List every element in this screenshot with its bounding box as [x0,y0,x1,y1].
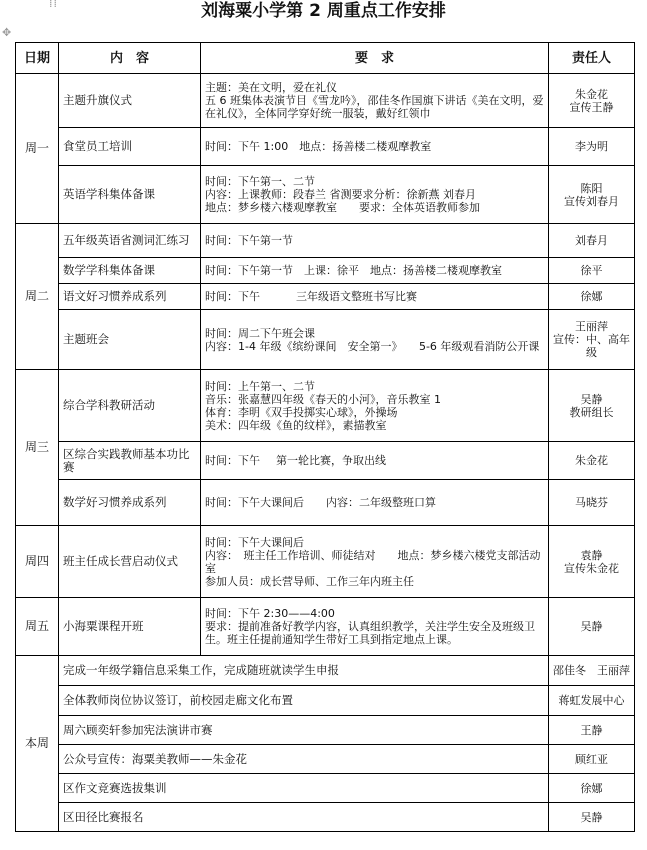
owner-cell [549,526,635,598]
table-header-row [16,43,635,74]
item-cell: 班主任成长营启动仪式 [59,526,201,598]
day-cell: 周三 [16,370,59,526]
item-cell: 区作文竞赛选拔集训 [59,774,549,803]
owner-line: 李为明 [575,140,608,153]
header-date: 日期 [16,43,59,74]
table-row [16,310,635,370]
owner-line: 徐娜 [580,781,603,795]
requirement-line: 三年级语文整班书写比赛 [296,290,417,303]
requirement-line: 音乐：张嘉慧四年级《春天的小河》，音乐教室 1 [205,392,441,406]
requirement-cell [201,166,549,224]
day-cell: 周一 [16,74,59,224]
requirement-line: 时间：周二下午班会课 [205,326,315,340]
owner-line: 朱金花 [575,454,608,467]
table-row [16,803,635,832]
requirement-cell [201,128,549,166]
owner-cell [549,656,635,686]
item-cell: 区田径比赛报名 [59,803,549,832]
table-row [16,598,635,656]
day-cell: 周二 [16,224,59,370]
item-cell: 英语学科集体备课 [59,166,201,224]
owner-cell [549,745,635,774]
requirement-line: 体育：李明《双手投掷实心球》，外操场 [205,405,398,419]
requirement-line: 内容：1-4 年级《缤纷课间 安全第一》 5-6 年级观看消防公开课 [205,339,540,353]
table-row [16,526,635,598]
owner-line: 徐娜 [580,290,603,303]
owner-line: 王丽萍 [575,320,608,333]
table-row [16,258,635,284]
table-row [16,686,635,716]
owner-line: 马晓芬 [575,496,608,509]
item-cell: 公众号宣传：海粟美教师——朱金花 [59,745,549,774]
table-move-icon[interactable]: ✥ [2,26,12,39]
requirement-line: 时间：上午第一、二节 [205,379,315,393]
table-row [16,224,635,258]
header-owner: 责任人 [549,43,635,74]
item-cell: 数学好习惯养成系列 [59,480,201,526]
owner-cell [549,774,635,803]
table-row [16,128,635,166]
owner-cell [549,284,635,310]
item-cell: 语文好习惯养成系列 [59,284,201,310]
item-cell: 五年级英语省测词汇练习 [59,224,201,258]
owner-line: 邵佳冬 王丽萍 [553,664,630,677]
requirement-line: 时间：下午 2:30——4:00 [205,607,335,620]
requirement-line: 内容： 班主任工作培训、师徒结对 地点：梦乡楼六楼党支部活动室 [205,548,541,575]
item-cell: 综合学科教研活动 [59,370,201,442]
table-row [16,166,635,224]
owner-line: 吴静 [580,392,603,406]
table-row [16,774,635,803]
requirement-cell [201,284,549,310]
owner-line: 吴静 [580,810,603,824]
table-row [16,656,635,686]
item-cell: 小海粟课程开班 [59,598,201,656]
owner-cell [549,686,635,716]
owner-line: 蒋虹发展中心 [558,694,625,707]
owner-cell [549,442,635,480]
requirement-line: 时间：下午大课间后 [205,535,304,549]
owner-cell [549,716,635,745]
item-cell: 主题班会 [59,310,201,370]
owner-line: 教研组长 [569,405,614,419]
requirement-line: 参加人员：成长营导师、工作三年内班主任 [205,574,414,588]
table-row [16,716,635,745]
requirement-line: 五 6 班集体表演节目《雪龙吟》，邵佳冬作国旗下讲话《美在文明，爱在礼仪》，全体同学穿好统一服装，戴好红领巾 [205,94,544,120]
table-row [16,370,635,442]
owner-line: 刘春月 [575,234,608,247]
requirement-line: 主题：美在文明，爱在礼仪 [205,81,337,94]
owner-cell [549,598,635,656]
owner-cell [549,128,635,166]
owner-line: 宣传朱金花 [564,561,619,575]
owner-line: 朱金花 [575,87,608,101]
requirement-line: 内容：上课教师：段春兰 省测要求分析：徐新燕 刘春月 [205,188,476,201]
owner-line: 宣传：中、高年级 [553,333,630,359]
item-cell: 数学学科集体备课 [59,258,201,284]
requirement-cell [201,310,549,370]
owner-cell [549,370,635,442]
table-row [16,745,635,774]
day-cell: 周五 [16,598,59,656]
item-cell: 区综合实践教师基本功比赛 [59,442,201,480]
item-cell: 全体教师岗位协议签订，前校园走廊文化布置 [59,686,549,716]
owner-cell [549,224,635,258]
requirement-line: 时间：下午第一、二节 [205,175,315,188]
schedule-table [15,42,635,832]
owner-cell [549,803,635,832]
table-row [16,74,635,128]
page-title: 刘海粟小学第 2 周重点工作安排 [201,1,446,21]
owner-cell [549,166,635,224]
requirement-cell [201,74,549,128]
requirement-cell [201,224,549,258]
owner-line: 王静 [580,723,603,737]
item-cell: 周六顾奕轩参加宪法演讲市赛 [59,716,549,745]
requirement-line: 第一轮比赛，争取出线 [276,454,386,467]
requirement-cell [201,598,549,656]
table-row [16,442,635,480]
header-content: 内 容 [59,43,201,74]
item-cell: 主题升旗仪式 [59,74,201,128]
requirement-cell [201,442,549,480]
requirement-line: 时间：下午第一节 上课：徐平 地点：扬善楼二楼观摩教室 [205,264,502,277]
owner-line: 宣传刘春月 [564,194,619,208]
requirement-line: 时间：下午第一节 [205,234,293,247]
requirement-line: 美术：四年级《鱼的纹样》，素描教室 [205,418,387,432]
day-cell: 本周 [16,656,59,832]
owner-cell [549,258,635,284]
item-cell: 食堂员工培训 [59,128,201,166]
requirement-cell [201,480,549,526]
requirement-line: 时间：下午大课间后 内容：二年级整班口算 [205,496,436,509]
requirement-cell [201,526,549,598]
table-row [16,284,635,310]
item-cell: 完成一年级学籍信息采集工作，完成随班就读学生申报 [59,656,549,686]
header-requirement: 要 求 [201,43,549,74]
owner-line: 顾红亚 [575,752,608,766]
requirement-cell [201,258,549,284]
requirement-line: 时间：下午 [205,290,260,303]
owner-line: 袁静 [580,548,603,562]
drag-handle-icon[interactable]: ⁞⁞ [49,0,58,10]
requirement-line: 地点：梦乡楼六楼观摩教室 要求：全体英语教师参加 [205,201,480,214]
owner-line: 吴静 [580,620,603,633]
owner-cell [549,480,635,526]
requirement-cell [201,370,549,442]
owner-line: 宣传王静 [569,100,614,114]
requirement-line: 时间：下午 [205,454,260,467]
owner-cell [549,310,635,370]
owner-cell [549,74,635,128]
owner-line: 徐平 [580,264,603,277]
table-row [16,480,635,526]
requirement-line: 时间：下午 1:00 地点：扬善楼二楼观摩教室 [205,140,432,153]
day-cell: 周四 [16,526,59,598]
owner-line: 陈阳 [580,181,603,195]
requirement-line: 要求：提前准备好教学内容，认真组织教学，关注学生安全及班级卫生。班主任提前通知学生带好工具到指定地点上课。 [205,620,535,646]
